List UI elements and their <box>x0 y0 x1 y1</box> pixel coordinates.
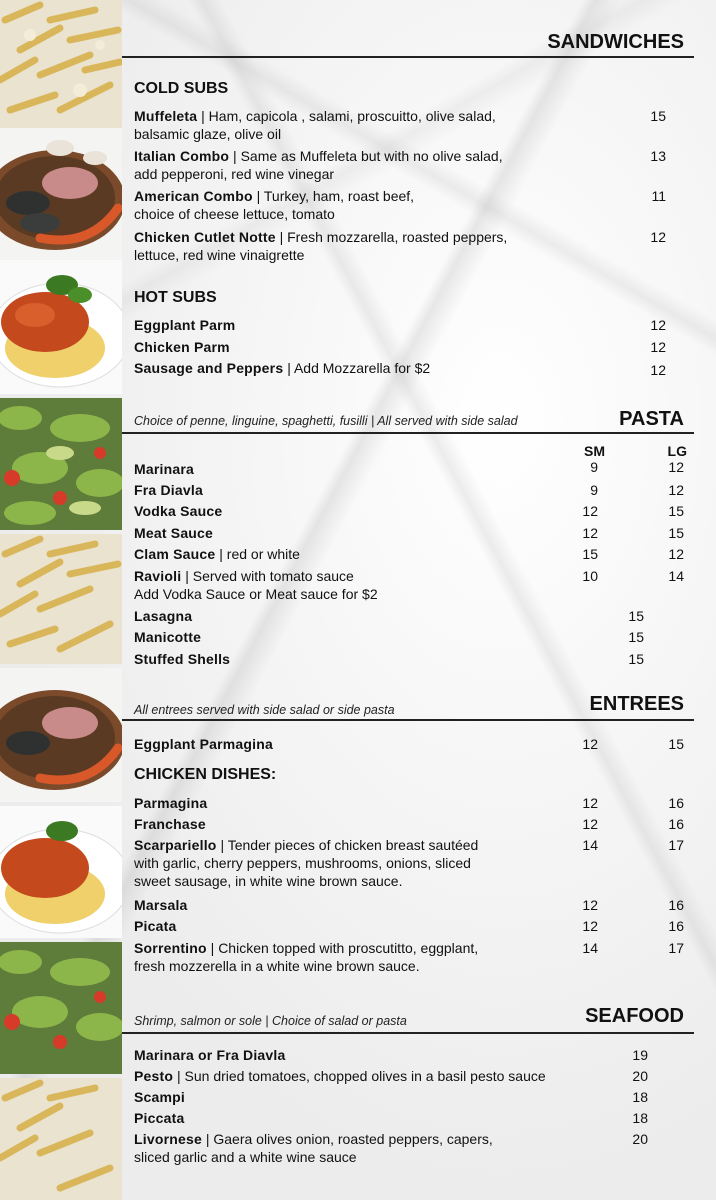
item-price: 18 <box>632 1110 648 1126</box>
menu-item <box>134 147 694 183</box>
item-name: Vodka Sauce <box>134 503 223 519</box>
item-price-large: 15 <box>668 525 684 541</box>
section-divider <box>122 432 694 434</box>
item-desc: choice of cheese lettuce, tomato <box>134 206 335 222</box>
item-desc: | red or white <box>215 546 300 562</box>
item-desc: | Gaera olives onion, roasted peppers, capers, <box>201 1131 493 1147</box>
item-desc: lettuce, red wine vinaigrette <box>134 247 305 263</box>
seafood-title: SEAFOOD <box>585 1005 684 1027</box>
item-desc: | Same as Muffeleta but with no olive salad, <box>229 148 503 164</box>
item-price-large: 15 <box>668 736 684 752</box>
item-desc: sweet sausage, in white wine brown sauce. <box>134 873 403 889</box>
item-desc: with garlic, cherry peppers, mushrooms, onions, sliced <box>134 855 471 871</box>
item-price-small: 12 <box>582 816 598 832</box>
menu-item <box>134 228 694 264</box>
item-price-small: 9 <box>590 482 598 498</box>
item-name: Marinara or Fra Diavla <box>134 1047 286 1063</box>
item-price: 11 <box>651 188 666 204</box>
item-price-small: 12 <box>582 918 598 934</box>
item-price-large: 16 <box>668 897 684 913</box>
item-name: Stuffed Shells <box>134 651 231 667</box>
item-desc: | Fresh mozzarella, roasted peppers, <box>275 229 508 245</box>
item-price-small: 14 <box>582 940 598 956</box>
menu-item <box>134 1130 694 1166</box>
item-price-small: 12 <box>582 503 598 519</box>
item-name: Manicotte <box>134 629 202 645</box>
item-name: Sausage and Peppers <box>134 360 284 376</box>
item-price-large: 16 <box>668 795 684 811</box>
item-price-small: 15 <box>582 546 598 562</box>
item-desc: | Sun dried tomatoes, chopped olives in a basil pesto sauce <box>173 1068 546 1084</box>
cold-subs-heading: COLD SUBS <box>134 80 229 97</box>
item-desc: | Add Mozzarella for $2 <box>283 360 431 376</box>
item-price-large: 12 <box>668 459 684 475</box>
item-desc: fresh mozzerella in a white wine brown sauce. <box>134 958 420 974</box>
item-name: Meat Sauce <box>134 525 214 541</box>
menu-item <box>134 545 694 563</box>
item-price: 15 <box>628 629 644 645</box>
item-name: Pesto <box>134 1068 174 1084</box>
item-price: 12 <box>650 317 666 333</box>
item-name: Eggplant Parmagina <box>134 736 273 752</box>
item-desc: | Served with tomato sauce <box>181 568 354 584</box>
item-name: American Combo <box>134 188 253 204</box>
section-divider <box>122 719 694 721</box>
item-price-large: 16 <box>668 816 684 832</box>
item-price: 12 <box>650 362 666 378</box>
item-price-small: 14 <box>582 837 598 853</box>
menu-item <box>134 1046 694 1064</box>
item-price: 20 <box>632 1131 648 1147</box>
entrees-title: ENTREES <box>589 693 684 715</box>
pasta-title: PASTA <box>619 408 684 430</box>
section-divider <box>122 1032 694 1034</box>
item-name: Picata <box>134 918 177 934</box>
menu-item <box>134 1109 694 1127</box>
item-price-large: 12 <box>668 482 684 498</box>
menu-item <box>134 735 694 753</box>
entrees-note: All entrees served with side salad or side pasta <box>134 703 395 717</box>
size-small-label: SM <box>584 443 605 459</box>
section-divider <box>122 56 694 58</box>
menu-item <box>134 650 694 668</box>
menu-item <box>134 1067 694 1085</box>
item-desc: add pepperoni, red wine vinegar <box>134 166 335 182</box>
item-price-large: 12 <box>668 546 684 562</box>
item-desc: | Chicken topped with proscutitto, eggplant, <box>206 940 479 956</box>
item-name: Franchase <box>134 816 206 832</box>
menu-item <box>134 567 694 603</box>
item-price: 19 <box>632 1047 648 1063</box>
pasta-note: Choice of penne, linguine, spaghetti, fusilli | All served with side salad <box>134 414 518 428</box>
menu-item <box>134 460 694 478</box>
menu-item <box>134 502 694 520</box>
item-desc: balsamic glaze, olive oil <box>134 126 282 142</box>
item-price-large: 14 <box>668 568 684 584</box>
item-name: Italian Combo <box>134 148 230 164</box>
menu-item <box>134 628 694 646</box>
item-name: Piccata <box>134 1110 185 1126</box>
item-desc: | Ham, capicola , salami, proscuitto, olive salad, <box>197 108 496 124</box>
item-price-large: 16 <box>668 918 684 934</box>
item-price-large: 17 <box>668 940 684 956</box>
menu-item <box>134 896 694 914</box>
menu-item <box>134 607 694 625</box>
item-desc: | Tender pieces of chicken breast sautéed <box>216 837 479 853</box>
item-price: 15 <box>628 651 644 667</box>
item-name: Chicken Cutlet Notte <box>134 229 276 245</box>
item-name: Marsala <box>134 897 188 913</box>
item-price: 13 <box>650 148 666 164</box>
item-desc: Add Vodka Sauce or Meat sauce for $2 <box>134 586 378 602</box>
item-name: Scampi <box>134 1089 185 1105</box>
item-name: Muffeleta <box>134 108 198 124</box>
item-price: 15 <box>650 108 666 124</box>
menu-item <box>134 481 694 499</box>
item-price: 15 <box>628 608 644 624</box>
item-name: Parmagina <box>134 795 208 811</box>
item-price-small: 12 <box>582 736 598 752</box>
item-name: Ravioli <box>134 568 182 584</box>
menu-item <box>134 316 694 334</box>
size-large-label: LG <box>667 443 687 459</box>
item-price: 12 <box>650 229 666 245</box>
item-name: Fra Diavla <box>134 482 203 498</box>
item-price-large: 17 <box>668 837 684 853</box>
menu-item <box>134 917 694 935</box>
sandwiches-title: SANDWICHES <box>547 31 684 53</box>
item-name: Scarpariello <box>134 837 217 853</box>
item-price: 18 <box>632 1089 648 1105</box>
item-price: 12 <box>650 339 666 355</box>
item-name: Chicken Parm <box>134 339 230 355</box>
seafood-note: Shrimp, salmon or sole | Choice of salad or pasta <box>134 1014 407 1028</box>
menu-item <box>134 939 694 975</box>
item-price-small: 12 <box>582 897 598 913</box>
menu-item <box>134 836 694 890</box>
chicken-dishes-heading: CHICKEN DISHES: <box>134 766 277 783</box>
menu-item <box>134 107 694 143</box>
item-price-small: 9 <box>590 459 598 475</box>
item-name: Clam Sauce <box>134 546 216 562</box>
item-price-large: 15 <box>668 503 684 519</box>
item-price-small: 12 <box>582 795 598 811</box>
item-price-small: 12 <box>582 525 598 541</box>
item-desc: | Turkey, ham, roast beef, <box>252 188 415 204</box>
hot-subs-heading: HOT SUBS <box>134 289 217 306</box>
item-price: 20 <box>632 1068 648 1084</box>
menu-item <box>134 1088 694 1106</box>
menu-item <box>134 794 694 812</box>
item-name: Marinara <box>134 461 194 477</box>
menu-item <box>134 524 694 542</box>
menu-item <box>134 359 694 377</box>
menu-item <box>134 815 694 833</box>
item-name: Lasagna <box>134 608 193 624</box>
menu-item <box>134 338 694 356</box>
item-price-small: 10 <box>582 568 598 584</box>
item-name: Eggplant Parm <box>134 317 236 333</box>
item-name: Livornese <box>134 1131 202 1147</box>
item-desc: sliced garlic and a white wine sauce <box>134 1149 357 1165</box>
menu-item <box>134 187 694 223</box>
item-name: Sorrentino <box>134 940 207 956</box>
